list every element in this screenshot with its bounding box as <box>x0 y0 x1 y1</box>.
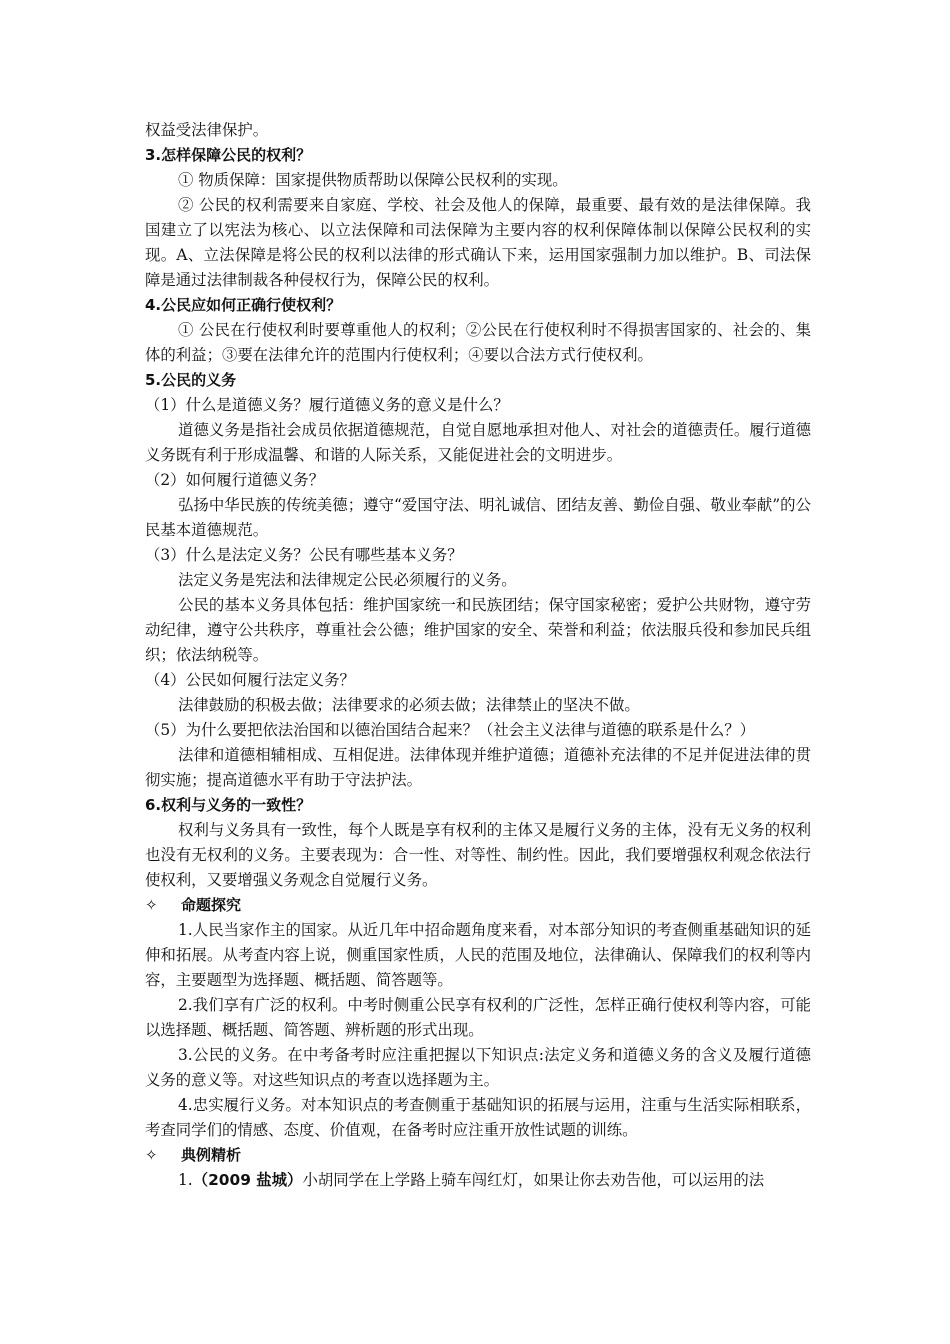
question-4: （4）公民如何履行法定义务？ <box>145 671 355 689</box>
text-line: 权益受法律保护。 <box>145 121 269 139</box>
paragraph: ② 公民的权利需要来自家庭、学校、社会及他人的保障，最重要、最有效的是法律保障。我国建立了以宪法为核心、以立法保障和司法保障为主要内容的权利保障体制以保障公民权利的实现。A、立法保障是将公民的权利以法律的形式确认下来，运用国家强制力加以维护。B、司法保障是通过法律制裁各种侵权行为，保障公民的权利。 <box>145 196 811 289</box>
diamond-star-icon: ✧ <box>145 896 158 914</box>
example-text: 小胡同学在上学路上骑车闯红灯，如果让你去劝告他，可以运用的法 <box>302 1171 765 1189</box>
proposition-1: 1.人民当家作主的国家。从近几年中招命题角度来看，对本部分知识的考查侧重基础知识的延伸和拓展。从考查内容上说，侧重国家性质，人民的范围及地位，法律确认、保障我们的权利等内容，主要题型为选择题、概括题、简答题等。 <box>145 921 811 989</box>
example-source: （2009 盐城） <box>192 1171 303 1189</box>
paragraph: ① 物质保障：国家提供物质帮助以保障公民权利的实现。 <box>178 171 568 189</box>
section-heading-3: 3.怎样保障公民的权利？ <box>145 146 312 164</box>
section-heading-5: 5.公民的义务 <box>145 371 237 389</box>
proposition-2: 2.我们享有广泛的权利。中考时侧重公民享有权利的广泛性，怎样正确行使权利等内容，可能以选择题、概括题、简答题、辨析题的形式出现。 <box>145 996 811 1039</box>
document-page <box>145 118 811 1193</box>
proposition-4: 4.忠实履行义务。对本知识点的考查侧重于基础知识的拓展与运用，注重与生活实际相联系，考查同学们的情感、态度、价值观，在备考时应注重开放性试题的训练。 <box>145 1096 811 1139</box>
question-5: （5）为什么要把依法治国和以德治国结合起来？（社会主义法律与道德的联系是什么？） <box>145 721 756 739</box>
section-propositions <box>145 893 811 918</box>
question-2: （2）如何履行道德义务？ <box>145 471 325 489</box>
section-label: 命题探究 <box>181 896 242 914</box>
example-number: 1. <box>178 1171 193 1189</box>
question-1: （1）什么是道德义务？履行道德义务的意义是什么？ <box>145 396 509 414</box>
paragraph: ① 公民在行使权利时要尊重他人的权利；②公民在行使权利时不得损害国家的、社会的、集体的利益；③要在法律允许的范围内行使权利；④要以合法方式行使权利。 <box>145 321 811 364</box>
answer-1: 道德义务是指社会成员依据道德规范，自觉自愿地承担对他人、对社会的道德责任。履行道德义务既有利于形成温馨、和谐的人际关系，又能促进社会的文明进步。 <box>145 421 811 464</box>
question-3: （3）什么是法定义务？公民有哪些基本义务？ <box>145 546 463 564</box>
answer-2: 弘扬中华民族的传统美德；遵守“爱国守法、明礼诚信、团结友善、勤俭自强、敬业奉献”的公民基本道德规范。 <box>145 496 811 539</box>
answer-3b: 公民的基本义务具体包括：维护国家统一和民族团结；保守国家秘密；爱护公共财物，遵守劳动纪律，遵守公共秩序，尊重社会公德；维护国家的安全、荣誉和利益；依法服兵役和参加民兵组织；依法纳税等。 <box>145 596 811 664</box>
example-1 <box>145 1168 811 1193</box>
paragraph: 权利与义务具有一致性，每个人既是享有权利的主体又是履行义务的主体，没有无义务的权利也没有无权利的义务。主要表现为：合一性、对等性、制约性。因此，我们要增强权利观念依法行使权利，又要增强义务观念自觉履行义务。 <box>145 821 811 889</box>
section-heading-6: 6.权利与义务的一致性？ <box>145 796 312 814</box>
section-label: 典例精析 <box>181 1146 242 1164</box>
section-heading-4: 4.公民应如何正确行使权利？ <box>145 296 342 314</box>
proposition-3: 3.公民的义务。在中考备考时应注重把握以下知识点:法定义务和道德义务的含义及履行道德义务的意义等。对这些知识点的考查以选择题为主。 <box>145 1046 811 1089</box>
section-examples <box>145 1143 811 1168</box>
answer-3a: 法定义务是宪法和法律规定公民必须履行的义务。 <box>178 571 517 589</box>
answer-5: 法律和道德相辅相成、互相促进。法律体现并维护道德；道德补充法律的不足并促进法律的贯彻实施；提高道德水平有助于守法护法。 <box>145 746 811 789</box>
answer-4: 法律鼓励的积极去做；法律要求的必须去做；法律禁止的坚决不做。 <box>178 696 640 714</box>
diamond-star-icon: ✧ <box>145 1146 158 1164</box>
